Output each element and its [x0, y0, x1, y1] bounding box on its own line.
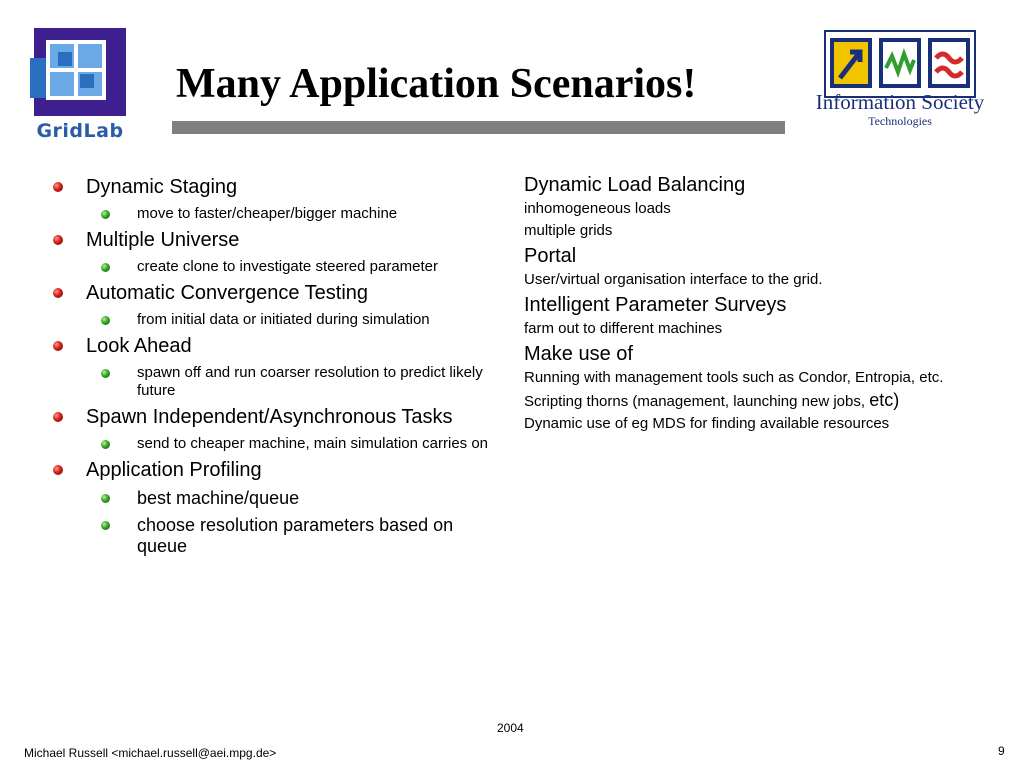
- right-text: farm out to different machines: [524, 320, 723, 337]
- green-bullet-icon: [101, 263, 110, 272]
- sub-bullet-text: from initial data or initiated during simulation: [137, 311, 430, 328]
- ist-logo-name: Information Society: [815, 90, 985, 114]
- red-bullet-icon: [53, 288, 63, 298]
- sub-bullet-item: [50, 515, 495, 557]
- right-text: Dynamic Load Balancing: [524, 174, 746, 196]
- bullet-item: [50, 334, 495, 358]
- footer-date: 2004: [497, 721, 524, 735]
- bullet-text: Multiple Universe: [86, 229, 240, 251]
- red-bullet-icon: [53, 465, 63, 475]
- bullet-text: Application Profiling: [86, 459, 262, 481]
- right-heading: [524, 293, 994, 317]
- red-bullet-icon: [53, 412, 63, 422]
- sub-bullet-item: [50, 258, 495, 276]
- right-text: Portal: [524, 245, 577, 267]
- right-text: Running with management tools such as Condor, Entropia, etc.: [524, 369, 944, 386]
- bullet-item: [50, 458, 495, 482]
- right-heading: [524, 342, 994, 366]
- right-subtext: [524, 390, 994, 412]
- bullet-text: Automatic Convergence Testing: [86, 282, 369, 304]
- footer-author: Michael Russell <michael.russell@aei.mpg.de>: [24, 746, 277, 760]
- right-heading: [524, 173, 994, 197]
- sub-bullet-text: send to cheaper machine, main simulation carries on: [137, 435, 489, 452]
- red-bullet-icon: [53, 182, 63, 192]
- sub-bullet-item: [50, 488, 495, 509]
- sub-bullet-item: [50, 435, 495, 453]
- right-subtext: [524, 199, 994, 219]
- right-text: Make use of: [524, 343, 633, 365]
- green-bullet-icon: [101, 521, 110, 530]
- green-bullet-icon: [101, 440, 110, 449]
- left-bullet-list: [50, 175, 495, 557]
- bullet-item: [50, 175, 495, 199]
- right-text: Scripting thorns (management, launching new jobs,: [524, 393, 870, 410]
- green-bullet-icon: [101, 494, 110, 503]
- red-bullet-icon: [53, 235, 63, 245]
- slide-title: Many Application Scenarios!: [176, 61, 697, 107]
- green-bullet-icon: [101, 210, 110, 219]
- right-subtext: [524, 414, 994, 434]
- bullet-text: Look Ahead: [86, 335, 192, 357]
- right-text: User/virtual organisation interface to the grid.: [524, 271, 823, 288]
- right-subtext: [524, 270, 994, 290]
- green-bullet-icon: [101, 316, 110, 325]
- sub-bullet-item: [50, 205, 495, 223]
- title-rule: [172, 121, 785, 134]
- right-text: multiple grids: [524, 222, 613, 239]
- sub-bullet-text: create clone to investigate steered parameter: [137, 258, 439, 275]
- right-text-column: [524, 173, 994, 434]
- bullet-item: [50, 405, 495, 429]
- right-text: Intelligent Parameter Surveys: [524, 294, 787, 316]
- page-number: 9: [998, 744, 1005, 758]
- right-subtext: [524, 221, 994, 241]
- bullet-item: [50, 228, 495, 252]
- right-text: Dynamic use of eg MDS for finding available resources: [524, 415, 890, 432]
- gridlab-logo-text: GridLab: [36, 120, 124, 142]
- right-subtext: [524, 368, 994, 388]
- ist-logo-icons: [824, 30, 976, 98]
- right-text: inhomogeneous loads: [524, 200, 671, 217]
- sub-bullet-text: best machine/queue: [137, 488, 300, 508]
- gridlab-grid-icon: [30, 24, 130, 120]
- gridlab-logo: [30, 24, 130, 142]
- sub-bullet-text: move to faster/cheaper/bigger machine: [137, 205, 398, 222]
- bullet-text: Dynamic Staging: [86, 176, 238, 198]
- bullet-text: Spawn Independent/Asynchronous Tasks: [86, 406, 453, 428]
- bullet-item: [50, 281, 495, 305]
- sub-bullet-item: [50, 311, 495, 329]
- ist-logo: [802, 26, 998, 130]
- ist-logo-subtitle: Technologies: [868, 114, 932, 128]
- right-heading: [524, 244, 994, 268]
- sub-bullet-item: [50, 364, 495, 400]
- right-text-tail: etc): [869, 390, 900, 410]
- right-subtext: [524, 319, 994, 339]
- sub-bullet-text: choose resolution parameters based on queue: [137, 515, 454, 556]
- ist-arrow-wave-icon: [826, 32, 974, 96]
- red-bullet-icon: [53, 341, 63, 351]
- sub-bullet-text: spawn off and run coarser resolution to predict likely future: [137, 364, 483, 399]
- green-bullet-icon: [101, 369, 110, 378]
